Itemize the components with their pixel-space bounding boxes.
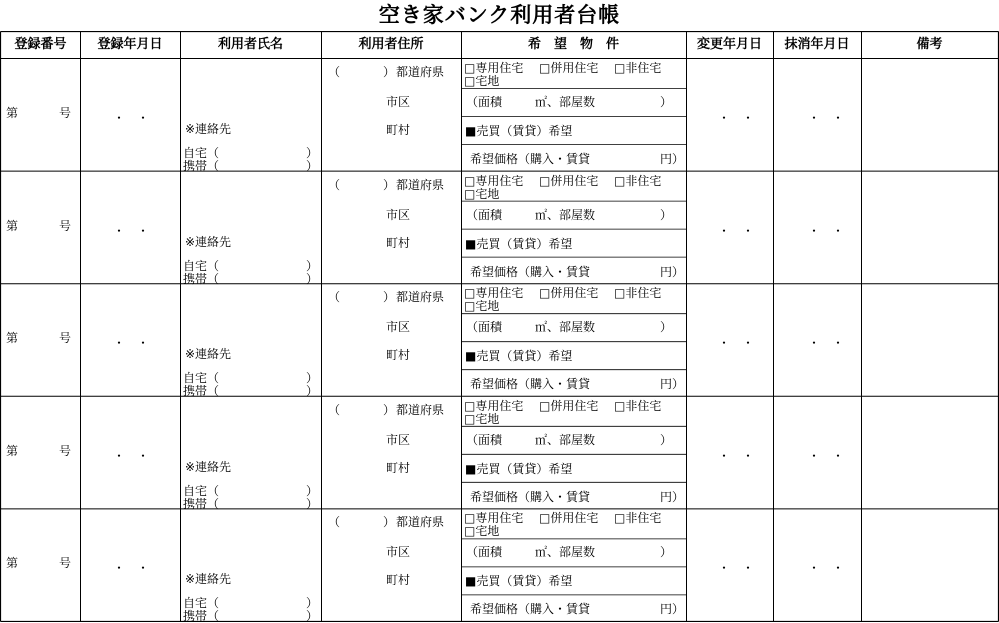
property-price-unit: 円）	[660, 264, 685, 279]
delete-date-placeholder: ・ ・	[808, 561, 845, 576]
property-sale-rent: ■売買（賃貸）希望	[465, 574, 573, 589]
contact-label: ※連絡先	[185, 347, 232, 362]
reg-no-prefix: 第	[6, 218, 19, 233]
mobile-phone-close: ）	[306, 271, 319, 286]
address-town: 町村	[386, 123, 411, 137]
reg-date-placeholder: ・ ・	[113, 336, 150, 351]
header-delete-date: 抹消年月日	[784, 37, 850, 52]
property-type-land: □宅地	[464, 74, 500, 88]
address-prefecture: 都道府県	[396, 65, 445, 79]
property-type-exclusive: □専用住宅	[464, 398, 524, 413]
reg-no-suffix: 号	[59, 443, 72, 458]
change-date-placeholder: ・ ・	[718, 111, 755, 125]
mobile-phone-close: ）	[306, 496, 319, 511]
address-paren-close: ）	[383, 402, 396, 417]
property-area-unit: ㎡、部屋数	[535, 545, 596, 560]
property-type-non-residential: □非住宅	[614, 173, 662, 188]
delete-date-placeholder: ・ ・	[808, 336, 845, 351]
reg-no-suffix: 号	[59, 218, 72, 233]
property-area-close: ）	[660, 207, 673, 222]
home-phone-label: 自宅（	[183, 483, 220, 498]
address-city: 市区	[386, 545, 411, 560]
property-type-non-residential: □非住宅	[614, 61, 662, 75]
delete-date-placeholder: ・ ・	[808, 223, 845, 238]
property-type-combined: □併用住宅	[539, 173, 599, 188]
home-phone-label: 自宅（	[183, 258, 220, 273]
property-type-non-residential: □非住宅	[614, 511, 662, 526]
property-area-unit: ㎡、部屋数	[535, 432, 596, 447]
header-desired-property: 希 望 物 件	[527, 37, 619, 52]
address-city: 市区	[386, 320, 411, 335]
home-phone-close: ）	[306, 146, 319, 160]
address-town: 町村	[386, 573, 411, 588]
reg-date-placeholder: ・ ・	[113, 111, 150, 125]
property-type-land: □宅地	[464, 411, 500, 426]
address-town: 町村	[386, 460, 411, 475]
header-user-address: 利用者住所	[358, 37, 424, 52]
home-phone-close: ）	[306, 596, 319, 611]
address-paren-close: ）	[383, 177, 396, 192]
property-type-exclusive: □専用住宅	[464, 173, 524, 188]
delete-date-placeholder: ・ ・	[808, 111, 845, 125]
address-town: 町村	[386, 348, 411, 363]
header-remarks: 備考	[916, 37, 943, 52]
contact-label: ※連絡先	[185, 459, 232, 474]
change-date-placeholder: ・ ・	[718, 336, 755, 351]
mobile-phone-label: 携帯（	[183, 384, 220, 399]
address-prefecture: 都道府県	[396, 402, 445, 417]
property-area-label: （面積	[466, 207, 503, 222]
reg-no-prefix: 第	[6, 443, 19, 458]
property-area-label: （面積	[466, 545, 503, 560]
reg-no-suffix: 号	[59, 331, 72, 346]
property-area-close: ）	[660, 95, 673, 109]
reg-date-placeholder: ・ ・	[113, 223, 150, 238]
change-date-placeholder: ・ ・	[718, 448, 755, 463]
property-type-combined: □併用住宅	[539, 61, 599, 75]
property-area-unit: ㎡、部屋数	[535, 320, 596, 335]
page-title: 空き家バンク利用者台帳	[378, 3, 621, 27]
property-area-close: ）	[660, 320, 673, 335]
property-sale-rent: ■売買（賃貸）希望	[465, 236, 573, 251]
home-phone-label: 自宅（	[183, 371, 220, 386]
address-city: 市区	[386, 95, 411, 109]
property-type-combined: □併用住宅	[539, 511, 599, 526]
reg-no-suffix: 号	[59, 106, 72, 120]
property-price-label: 希望価格（購入・賃貸	[470, 152, 591, 166]
home-phone-close: ）	[306, 371, 319, 386]
mobile-phone-label: 携帯（	[183, 496, 220, 511]
header-user-name: 利用者氏名	[217, 37, 283, 52]
property-price-label: 希望価格（購入・賃貸	[470, 377, 591, 392]
address-paren-close: ）	[383, 290, 396, 305]
address-prefecture: 都道府県	[396, 290, 445, 305]
address-city: 市区	[386, 432, 411, 447]
header-reg-date: 登録年月日	[97, 37, 163, 52]
address-paren-close: ）	[383, 515, 396, 530]
contact-label: ※連絡先	[185, 122, 232, 136]
property-area-label: （面積	[466, 95, 503, 109]
property-price-unit: 円）	[660, 377, 685, 392]
property-price-unit: 円）	[660, 489, 685, 504]
reg-no-prefix: 第	[6, 106, 19, 120]
reg-no-prefix: 第	[6, 556, 19, 571]
address-paren-open: （	[328, 290, 341, 305]
mobile-phone-close: ）	[306, 159, 319, 173]
property-price-label: 希望価格（購入・賃貸	[470, 602, 591, 617]
address-town: 町村	[386, 235, 411, 250]
delete-date-placeholder: ・ ・	[808, 448, 845, 463]
header-change-date: 変更年月日	[696, 37, 762, 52]
property-area-unit: ㎡、部屋数	[535, 207, 596, 222]
mobile-phone-close: ）	[306, 609, 319, 623]
property-sale-rent: ■売買（賃貸）希望	[465, 349, 573, 364]
mobile-phone-label: 携帯（	[183, 271, 220, 286]
property-price-unit: 円）	[660, 602, 685, 617]
address-paren-open: （	[328, 177, 341, 192]
contact-label: ※連絡先	[185, 572, 232, 587]
property-price-label: 希望価格（購入・賃貸	[470, 489, 591, 504]
property-type-combined: □併用住宅	[539, 398, 599, 413]
address-paren-close: ）	[383, 65, 396, 79]
home-phone-label: 自宅（	[183, 146, 220, 160]
property-type-land: □宅地	[464, 299, 500, 314]
property-area-unit: ㎡、部屋数	[535, 95, 596, 109]
property-sale-rent: ■売買（賃貸）希望	[465, 461, 573, 476]
home-phone-label: 自宅（	[183, 596, 220, 611]
address-prefecture: 都道府県	[396, 515, 445, 530]
property-area-label: （面積	[466, 320, 503, 335]
property-type-combined: □併用住宅	[539, 286, 599, 301]
change-date-placeholder: ・ ・	[718, 223, 755, 238]
property-price-unit: 円）	[660, 152, 685, 166]
reg-no-suffix: 号	[59, 556, 72, 571]
address-prefecture: 都道府県	[396, 177, 445, 192]
property-area-label: （面積	[466, 432, 503, 447]
property-price-label: 希望価格（購入・賃貸	[470, 264, 591, 279]
contact-label: ※連絡先	[185, 234, 232, 249]
property-type-non-residential: □非住宅	[614, 398, 662, 413]
property-area-close: ）	[660, 432, 673, 447]
property-type-exclusive: □専用住宅	[464, 286, 524, 301]
address-city: 市区	[386, 207, 411, 222]
mobile-phone-label: 携帯（	[183, 159, 220, 173]
address-paren-open: （	[328, 402, 341, 417]
change-date-placeholder: ・ ・	[718, 561, 755, 576]
address-paren-open: （	[328, 65, 341, 79]
home-phone-close: ）	[306, 258, 319, 273]
address-paren-open: （	[328, 515, 341, 530]
property-sale-rent: ■売買（賃貸）希望	[465, 124, 573, 138]
mobile-phone-close: ）	[306, 384, 319, 399]
property-type-non-residential: □非住宅	[614, 286, 662, 301]
property-type-land: □宅地	[464, 524, 500, 539]
mobile-phone-label: 携帯（	[183, 609, 220, 623]
property-type-exclusive: □専用住宅	[464, 511, 524, 526]
property-type-land: □宅地	[464, 186, 500, 201]
reg-date-placeholder: ・ ・	[113, 561, 150, 576]
property-type-exclusive: □専用住宅	[464, 61, 524, 75]
reg-date-placeholder: ・ ・	[113, 448, 150, 463]
reg-no-prefix: 第	[6, 331, 19, 346]
header-reg-no: 登録番号	[14, 37, 67, 52]
home-phone-close: ）	[306, 483, 319, 498]
property-area-close: ）	[660, 545, 673, 560]
